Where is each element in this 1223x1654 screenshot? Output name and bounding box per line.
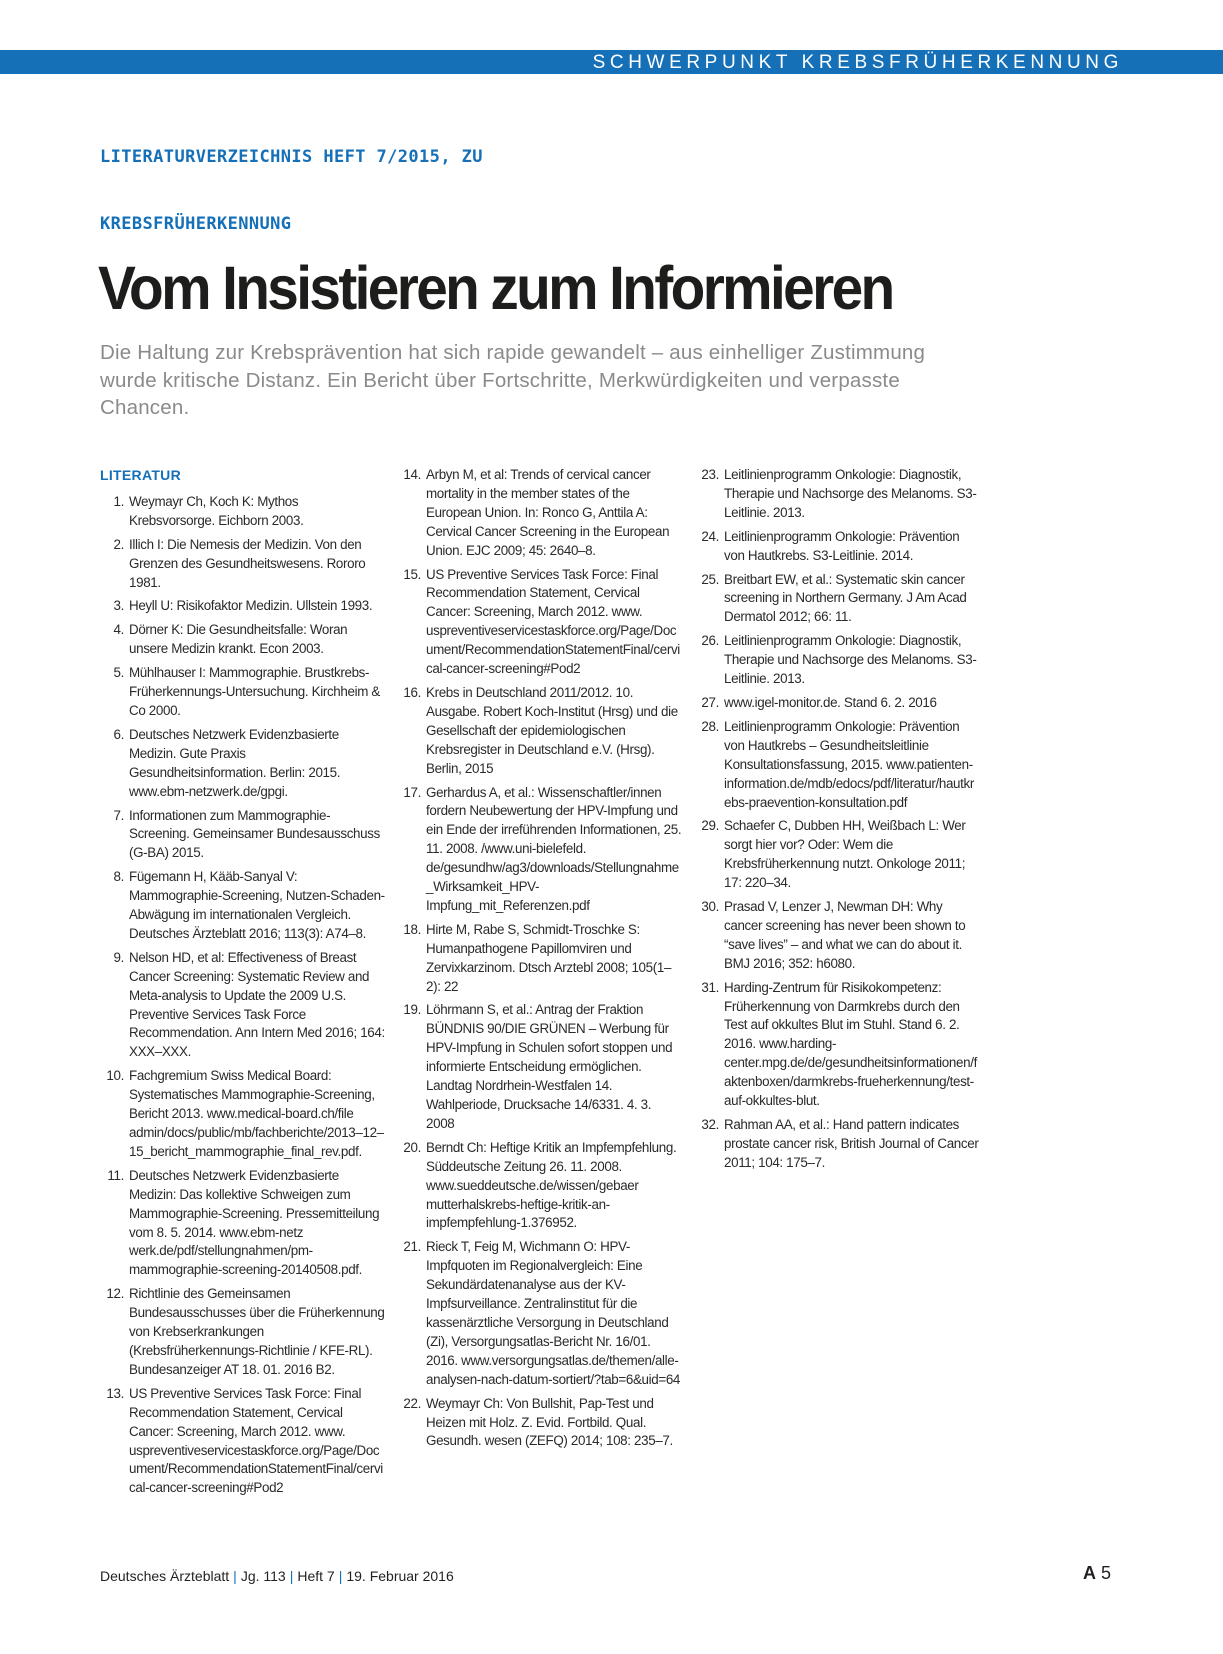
page-number bbox=[1083, 1563, 1111, 1584]
reference-text: Prasad V, Lenzer J, Newman DH: Why cancer screening has never been shown to “save lives” – and what we can do about it. BMJ 2016; 352: h6080. bbox=[724, 899, 966, 971]
reference-item bbox=[100, 1285, 385, 1380]
reference-number: 3. bbox=[113, 598, 124, 614]
reference-text: Leitlinienprogramm Onkologie: Diagnostik, Therapie und Nachsorge des Melanoms. S3-Leitlinie. 2013. bbox=[724, 467, 977, 520]
reference-item bbox=[397, 684, 682, 779]
reference-number: 18. bbox=[403, 921, 421, 937]
reference-item bbox=[100, 536, 385, 593]
reference-item bbox=[695, 694, 980, 713]
reference-item bbox=[100, 1167, 385, 1280]
reference-number: 17. bbox=[403, 784, 421, 800]
reference-item bbox=[100, 597, 385, 616]
reference-text: US Preventive Services Task Force: Final Recommendation Statement, Cervical Cancer: Screening, March 2012. www. uspreventiveservicestaskforce.org/Page/Document/RecommendationStatementFinal/cervical-cancer-screening#Pod2 bbox=[426, 566, 680, 677]
reference-text: Schaefer C, Dubben HH, Weißbach L: Wer sorgt hier vor? Oder: Wem die Krebsfrüherkennung nutzt. Onkologe 2011; 17: 220–34. bbox=[724, 818, 966, 891]
footer-separator: | bbox=[338, 1568, 343, 1584]
journal-volume: Jg. 113 bbox=[240, 1568, 286, 1584]
reference-text: US Preventive Services Task Force: Final Recommendation Statement, Cervical Cancer: Screening, March 2012. www. uspreventiveservicestaskforce.org/Page/Document/RecommendationStatementFinal/cervical-cancer-screening#Pod2 bbox=[129, 1385, 383, 1496]
reference-text: Löhrmann S, et al.: Antrag der Fraktion BÜNDNIS 90/DIE GRÜNEN – Werbung für HPV-Impfung in Schulen sofort stoppen und informierte Entscheidung ermöglichen. Landtag Nordrhein-Westfalen 14. Wahlperiode, Drucksache 14/6331. 4. 3. 2008 bbox=[426, 1002, 673, 1131]
reference-text: Rahman AA, et al.: Hand pattern indicates prostate cancer risk, British Journal of Cancer 2011; 104: 175–7. bbox=[724, 1117, 979, 1170]
reference-item bbox=[100, 949, 385, 1062]
article-title: Vom Insistieren zum Informieren bbox=[98, 254, 893, 322]
section-banner bbox=[0, 50, 1223, 74]
reference-text: Fachgremium Swiss Medical Board: Systematisches Mammographie-Screening, Bericht 2013. www.medical-board.ch/file admin/docs/public/mb/fachberichte/2013–12–15_bericht_mammographie_final_rev.pdf. bbox=[129, 1068, 384, 1159]
reference-text: Heyll U: Risikofaktor Medizin. Ullstein 1993. bbox=[129, 598, 373, 614]
reference-item bbox=[397, 1139, 682, 1234]
reference-text: Arbyn M, et al: Trends of cervical cancer mortality in the member states of the European Union. In: Ronco G, Anttila A: Cervical Cancer Screening in the European Union. EJC 2009; 45: 2640–8. bbox=[426, 467, 670, 558]
reference-item bbox=[100, 621, 385, 659]
reference-item bbox=[100, 493, 385, 531]
literature-heading: LITERATUR bbox=[100, 467, 181, 483]
page-number-value: 5 bbox=[1100, 1563, 1111, 1583]
reference-text: Mühlhauser I: Mammographie. Brustkrebs-Früherkennungs-Untersuchung. Kirchheim & Co 2000. bbox=[129, 665, 380, 718]
reference-item bbox=[100, 664, 385, 721]
literature-overline: LITERATURVERZEICHNIS HEFT 7/2015, ZU bbox=[100, 147, 483, 167]
reference-number: 26. bbox=[701, 633, 719, 649]
section-title: SCHWERPUNKT KREBSFRÜHERKENNUNG bbox=[592, 52, 1123, 73]
reference-item bbox=[397, 566, 682, 679]
reference-number: 11. bbox=[107, 1167, 124, 1183]
reference-number: 13. bbox=[106, 1385, 124, 1401]
reference-number: 25. bbox=[701, 571, 719, 587]
reference-number: 16. bbox=[403, 684, 421, 700]
reference-number: 9. bbox=[113, 949, 124, 965]
reference-item bbox=[100, 726, 385, 802]
reference-number: 22. bbox=[403, 1395, 421, 1411]
reference-text: Informationen zum Mammographie-Screening. Gemeinsamer Bundesausschuss (G-BA) 2015. bbox=[129, 807, 380, 861]
reference-text: Berndt Ch: Heftige Kritik an Impfempfehlung. Süddeutsche Zeitung 26. 11. 2008. www.sueddeutsche.de/wissen/gebaer mutterhalskrebs-heftige-kritik-an-impfempfehlung-1.376952. bbox=[426, 1139, 677, 1231]
reference-item bbox=[695, 466, 980, 523]
footer-separator: | bbox=[289, 1568, 294, 1584]
reference-item bbox=[100, 1385, 385, 1498]
reference-number: 19. bbox=[403, 1002, 421, 1018]
reference-item bbox=[695, 1116, 980, 1173]
references-column-3 bbox=[695, 466, 980, 1178]
reference-item bbox=[397, 466, 682, 561]
journal-issue: Heft 7 bbox=[297, 1568, 335, 1584]
reference-item bbox=[397, 1001, 682, 1133]
reference-text: Weymayr Ch: Von Bullshit, Pap-Test und Heizen mit Holz. Z. Evid. Fortbild. Qual. Gesundh. wesen (ZEFQ) 2014; 108: 235–7. bbox=[426, 1395, 673, 1449]
reference-text: Leitlinienprogramm Onkologie: Prävention von Hautkrebs – Gesundheitsleitlinie Konsultationsfassung, 2015. www.patienten-information.de/mdb/edocs/pdf/literatur/hautkrebs-praevention-konsultation.pdf bbox=[724, 718, 974, 810]
journal-name: Deutsches Ärzteblatt bbox=[100, 1568, 230, 1584]
reference-number: 27. bbox=[701, 694, 719, 710]
reference-item bbox=[397, 921, 682, 997]
reference-item bbox=[695, 571, 980, 628]
reference-item bbox=[695, 632, 980, 689]
reference-number: 23. bbox=[701, 467, 719, 482]
page-footer bbox=[100, 1568, 454, 1584]
reference-item bbox=[100, 868, 385, 944]
reference-number: 15. bbox=[403, 566, 421, 582]
reference-number: 12. bbox=[106, 1286, 124, 1302]
reference-text: www.igel-monitor.de. Stand 6. 2. 2016 bbox=[724, 694, 937, 710]
reference-number: 28. bbox=[701, 718, 719, 734]
reference-item bbox=[397, 1238, 682, 1389]
reference-text: Breitbart EW, et al.: Systematic skin cancer screening in Northern Germany. J Am Acad Dermatol 2012; 66: 11. bbox=[724, 571, 967, 625]
reference-number: 29. bbox=[701, 818, 719, 834]
footer-separator: | bbox=[233, 1568, 237, 1584]
reference-text: Deutsches Netzwerk Evidenzbasierte Medizin: Das kollektive Schweigen zum Mammographie-Screening. Pressemitteilung vom 8. 5. 2014. www.ebm-netz werk.de/pdf/stellungnahmen/pm-mammographie-screening-20140508.pdf. bbox=[129, 1167, 380, 1278]
reference-text: Deutsches Netzwerk Evidenzbasierte Medizin. Gute Praxis Gesundheitsinformation. Berlin: 2015. www.ebm-netzwerk.de/gpgi. bbox=[129, 726, 341, 799]
reference-text: Harding-Zentrum für Risikokompetenz: Früherkennung von Darmkrebs durch den Test auf okkultes Blut im Stuhl. Stand 6. 2. 2016. www.harding-center.mpg.de/de/gesundheitsinformationen/faktenboxen/darmkrebs-frueherkennung/test-auf-okkultes-blut. bbox=[724, 979, 977, 1109]
reference-number: 10. bbox=[106, 1068, 124, 1084]
reference-text: Leitlinienprogramm Onkologie: Prävention von Hautkrebs. S3-Leitlinie. 2014. bbox=[724, 528, 960, 563]
reference-text: Gerhardus A, et al.: Wissenschaftler/innen fordern Neubewertung der HPV-Impfung und ein Ende der irreführenden Informationen, 25. 11. 2008. /www.uni-bielefeld. de/gesundhw/ag3/downloads/Stellungnahme_Wirksamkeit_HPV-Impfung_mit_Referenzen.pdf bbox=[426, 784, 682, 913]
reference-text: Illich I: Die Nemesis der Medizin. Von den Grenzen des Gesundheitswesens. Rororo 1981. bbox=[129, 536, 366, 590]
page-prefix: A bbox=[1082, 1563, 1096, 1583]
reference-number: 24. bbox=[701, 528, 719, 544]
reference-number: 31. bbox=[701, 979, 719, 995]
reference-text: Rieck T, Feig M, Wichmann O: HPV-Impfquoten im Regionalvergleich: Eine Sekundärdatenanalyse aus der KV-Impfsurveillance. Zentralinstitut für die kassenärztliche Versorgung in Deutschland (Zi), Versorgungsatlas-Bericht Nr. 16/01. 2016. www.versorgungsatlas.de/themen/alle-analysen-nach-datum-sortiert/?tab=6&uid=64 bbox=[426, 1239, 681, 1387]
article-lead: Die Haltung zur Krebsprävention hat sich rapide gewandelt – aus einhelliger Zustimmung wurde kritische Distanz. Ein Bericht über Fortschritte, Merkwürdigkeiten und verpasste Chancen. bbox=[100, 341, 926, 419]
reference-item bbox=[100, 807, 385, 864]
reference-number: 8. bbox=[113, 869, 124, 885]
reference-item bbox=[397, 1395, 682, 1452]
journal-date: 19. Februar 2016 bbox=[346, 1568, 454, 1584]
reference-number: 21. bbox=[403, 1239, 421, 1255]
reference-number: 1. bbox=[113, 493, 124, 509]
reference-item bbox=[695, 979, 980, 1111]
reference-text: Weymayr Ch, Koch K: Mythos Krebsvorsorge. Eichborn 2003. bbox=[129, 493, 304, 528]
reference-item bbox=[695, 817, 980, 893]
reference-text: Leitlinienprogramm Onkologie: Diagnostik, Therapie und Nachsorge des Melanoms. S3-Leitlinie. 2013. bbox=[724, 633, 977, 687]
article-kicker: KREBSFRÜHERKENNUNG bbox=[100, 214, 292, 234]
reference-number: 4. bbox=[113, 622, 124, 638]
reference-number: 20. bbox=[403, 1139, 421, 1155]
reference-text: Hirte M, Rabe S, Schmidt-Troschke S: Humanpathogene Papillomviren und Zervixkarzinom. Dtsch Arztebl 2008; 105(1–2): 22 bbox=[426, 921, 672, 994]
reference-text: Nelson HD, et al: Effectiveness of Breast Cancer Screening: Systematic Review and Meta-analysis to Update the 2009 U.S. Preventive Services Task Force Recommendation. Ann Intern Med 2016; 164: XXX–XXX. bbox=[129, 949, 385, 1060]
reference-item bbox=[100, 1067, 385, 1162]
references-column-2 bbox=[397, 466, 682, 1456]
reference-item bbox=[695, 898, 980, 974]
reference-item bbox=[397, 784, 682, 916]
reference-number: 2. bbox=[113, 536, 124, 552]
references-column-1 bbox=[100, 466, 385, 1503]
reference-number: 5. bbox=[113, 665, 124, 681]
reference-number: 6. bbox=[113, 726, 124, 742]
reference-item bbox=[695, 528, 980, 566]
reference-number: 30. bbox=[701, 899, 719, 915]
reference-text: Richtlinie des Gemeinsamen Bundesausschusses über die Früherkennung von Krebserkrankungen (Krebsfrüherkennungs-Richtlinie / KFE-RL). Bundesanzeiger AT 18. 01. 2016 B2. bbox=[129, 1286, 385, 1377]
reference-text: Krebs in Deutschland 2011/2012. 10. Ausgabe. Robert Koch-Institut (Hrsg) und die Gesellschaft der epidemiologischen Krebsregister in Deutschland e.V. (Hrsg). Berlin, 2015 bbox=[426, 684, 678, 776]
reference-item bbox=[695, 718, 980, 813]
reference-number: 32. bbox=[701, 1117, 719, 1132]
reference-text: Dörner K: Die Gesundheitsfalle: Woran unsere Medizin krankt. Econ 2003. bbox=[129, 622, 348, 657]
reference-number: 7. bbox=[113, 807, 124, 823]
reference-text: Fügemann H, Kääb-Sanyal V: Mammographie-Screening, Nutzen-Schaden-Abwägung im internationalen Vergleich. Deutsches Ärzteblatt 2016; 113(3): A74–8. bbox=[129, 869, 385, 941]
reference-number: 14. bbox=[403, 467, 421, 482]
